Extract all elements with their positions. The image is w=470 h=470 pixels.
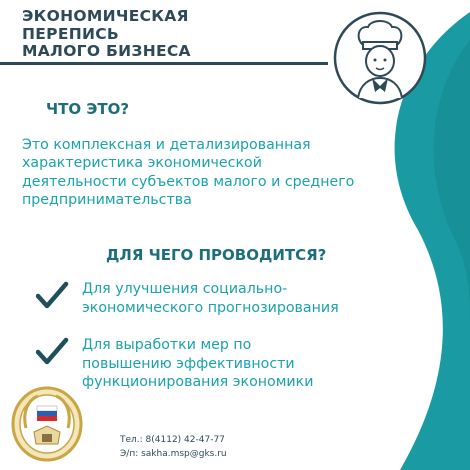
reason-2-text xyxy=(82,336,313,392)
description-paragraph xyxy=(22,136,432,209)
page-title xyxy=(22,8,191,61)
checkmark-icon xyxy=(36,336,70,370)
contact-email: Э/п: sakha.msp@gks.ru xyxy=(120,449,227,459)
reason-2-line-2: повышению эффективности xyxy=(82,355,295,372)
emblem-logo-icon xyxy=(8,382,86,464)
title-line-3: МАЛОГО БИЗНЕСА xyxy=(22,42,191,60)
what-is-it-heading: ЧТО ЭТО? xyxy=(46,100,130,118)
contacts-block xyxy=(120,433,227,461)
header-divider xyxy=(0,62,328,65)
reason-1-text xyxy=(82,280,339,317)
reason-1-line-2: экономического прогнозирования xyxy=(82,299,339,316)
title-line-1: ЭКОНОМИЧЕСКАЯ xyxy=(22,7,189,25)
description-line-1: Это комплексная и детализированная xyxy=(22,137,311,153)
reason-1-line-1: Для улучшения социально- xyxy=(82,281,288,297)
reason-2-line-3: функционирования экономики xyxy=(82,374,314,390)
description-line-2: характеристика экономической xyxy=(22,155,262,172)
reason-2-line-1: Для выработки мер по xyxy=(82,337,252,353)
chef-avatar-icon xyxy=(330,8,430,108)
checkmark-icon xyxy=(36,280,70,314)
description-line-3: деятельности субъектов малого и среднего xyxy=(22,173,355,190)
title-line-2: ПЕРЕПИСЬ xyxy=(22,24,120,43)
why-heading: ДЛЯ ЧЕГО ПРОВОДИТСЯ? xyxy=(106,246,327,264)
description-line-4: предпринимательства xyxy=(22,191,192,208)
contact-phone: Тел.: 8(4112) 42-47-77 xyxy=(120,435,225,445)
